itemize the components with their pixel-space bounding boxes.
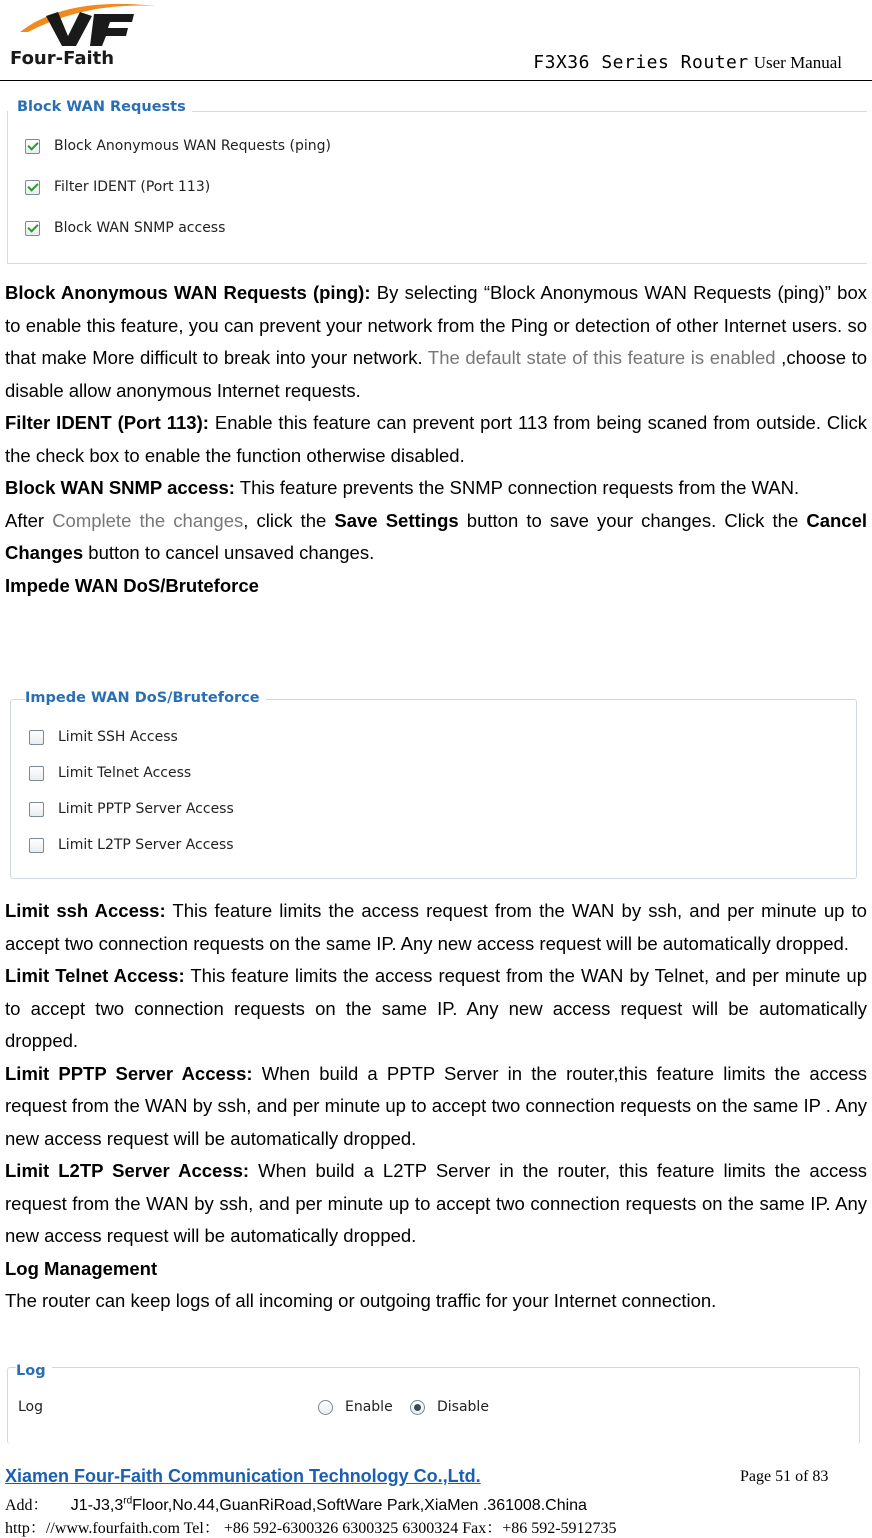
checkbox-row-block-ping[interactable] <box>25 138 331 154</box>
para-log: The router can keep logs of all incoming or outgoing traffic for your Internet connection. <box>5 1290 717 1311</box>
log-row-label: Log <box>18 1399 44 1415</box>
log-title: Log <box>16 1363 52 1379</box>
log-panel <box>7 1363 860 1444</box>
checkbox-row-limit-l2tp[interactable] <box>29 837 234 853</box>
checkbox-label: Limit Telnet Access <box>58 765 192 781</box>
save-settings-ref: Save Settings <box>334 509 459 531</box>
text-block-1 <box>5 277 867 602</box>
checkbox-label: Limit PPTP Server Access <box>58 801 234 817</box>
cancel-changes-ref: Cancel Changes <box>5 509 868 563</box>
heading-impede: Impede WAN DoS/Bruteforce <box>5 574 259 596</box>
term-block-anonymous: Block Anonymous WAN Requests (ping): <box>5 282 371 303</box>
checkbox-row-block-snmp[interactable] <box>25 220 225 236</box>
checkbox-row-limit-ssh[interactable] <box>29 729 178 745</box>
checkbox-row-filter-ident[interactable] <box>25 179 210 195</box>
checkbox-block-ping[interactable] <box>25 139 40 154</box>
impede-wan-title: Impede WAN DoS/Bruteforce <box>25 690 266 706</box>
radio-disable-label: Disable <box>437 1399 489 1415</box>
term-limit-ssh: Limit ssh Access: <box>5 900 166 921</box>
para-block-anonymous: Block Anonymous WAN Requests (ping): By selecting “Block Anonymous WAN Requests (ping)” box to enable this feature, you can prevent your network from the Ping or detection of other Internet users. so that make More difficult to break into your network. The default state of this feature is enabled ,choose to disable allow anonymous Internet requests. <box>5 282 867 401</box>
header-divider <box>0 80 872 81</box>
para-block-snmp: Block WAN SNMP access: This feature prevents the SNMP connection requests from the WAN. <box>5 477 800 498</box>
radio-disable[interactable] <box>410 1400 425 1415</box>
title-series: F3X36 Series Router <box>533 52 749 73</box>
para-save-cancel: After Complete the changes, click the Save Settings button to save your changes. Click the Cancel Changes button to cancel unsaved changes. <box>5 509 868 563</box>
grey-default-state: The default state of this feature is enabled <box>427 347 776 368</box>
page-header <box>0 0 872 82</box>
term-limit-telnet: Limit Telnet Access: <box>5 965 185 986</box>
footer-contact: http：//www.fourfaith.com Tel： +86 592-6300326 6300325 6300324 Fax：+86 592-5912735 <box>5 1520 617 1537</box>
checkbox-limit-ssh[interactable] <box>29 730 44 745</box>
term-filter-ident: Filter IDENT (Port 113): <box>5 412 209 433</box>
block-wan-panel <box>7 99 867 264</box>
checkbox-label: Block Anonymous WAN Requests (ping) <box>54 138 331 154</box>
para-limit-ssh: Limit ssh Access: This feature limits the access request from the WAN by ssh, and per minute up to accept two connection requests on the same IP. Any new access request will be automatically dropped. <box>5 900 867 954</box>
logo-text: Four-Faith <box>10 48 115 68</box>
footer-address: Add： J1-J3,3rdFloor,No.44,GuanRiRoad,SoftWare Park,XiaMen .361008.China <box>5 1495 587 1514</box>
checkbox-label: Limit L2TP Server Access <box>58 837 234 853</box>
radio-disable-row[interactable] <box>410 1399 489 1415</box>
checkbox-limit-l2tp[interactable] <box>29 838 44 853</box>
term-limit-pptp: Limit PPTP Server Access: <box>5 1062 253 1084</box>
para-limit-pptp: Limit PPTP Server Access: When build a PPTP Server in the router,this feature limits the access request from the WAN by ssh, and per minute up to accept two connection requests on the same IP . Any new access request will be automatically dropped. <box>5 1062 868 1149</box>
checkbox-limit-telnet[interactable] <box>29 766 44 781</box>
text-block-2 <box>5 895 867 1318</box>
panel-title-rule <box>192 111 867 112</box>
checkbox-row-limit-pptp[interactable] <box>29 801 234 817</box>
radio-enable-label: Enable <box>345 1399 393 1415</box>
term-limit-l2tp: Limit L2TP Server Access: <box>5 1160 250 1181</box>
para-limit-l2tp: Limit L2TP Server Access: When build a L2TP Server in the router, this feature limits the access request from the WAN by ssh, and per minute up to accept two connection requests on the same IP. Any new access request will be automatically dropped. <box>5 1160 867 1246</box>
title-manual: User Manual <box>753 53 842 72</box>
checkbox-row-limit-telnet[interactable] <box>29 765 191 781</box>
checkbox-label: Block WAN SNMP access <box>54 220 226 236</box>
checkbox-label: Filter IDENT (Port 113) <box>54 179 211 195</box>
checkbox-label: Limit SSH Access <box>58 729 178 745</box>
block-wan-title: Block WAN Requests <box>17 99 192 115</box>
heading-log: Log Management <box>5 1257 158 1279</box>
para-limit-telnet: Limit Telnet Access: This feature limits the access request from the WAN by Telnet, and per minute up to accept two connection requests on the same IP. Any new access request will be automatically dropped. <box>5 965 867 1051</box>
manual-title <box>533 52 842 73</box>
page-number: Page 51 of 83 <box>740 1468 829 1485</box>
checkbox-filter-ident[interactable] <box>25 180 40 195</box>
checkbox-block-snmp[interactable] <box>25 221 40 236</box>
radio-enable-row[interactable] <box>318 1399 393 1415</box>
radio-enable[interactable] <box>318 1400 333 1415</box>
term-block-snmp: Block WAN SNMP access: <box>5 477 235 498</box>
company-link[interactable]: Xiamen Four-Faith Communication Technology Co.,Ltd. <box>5 1466 481 1486</box>
checkbox-limit-pptp[interactable] <box>29 802 44 817</box>
para-filter-ident: Filter IDENT (Port 113): Enable this feature can prevent port 113 from being scaned from outside. Click the check box to enable the function otherwise disabled. <box>5 412 867 466</box>
four-faith-logo <box>6 2 166 68</box>
impede-wan-panel <box>10 690 857 879</box>
